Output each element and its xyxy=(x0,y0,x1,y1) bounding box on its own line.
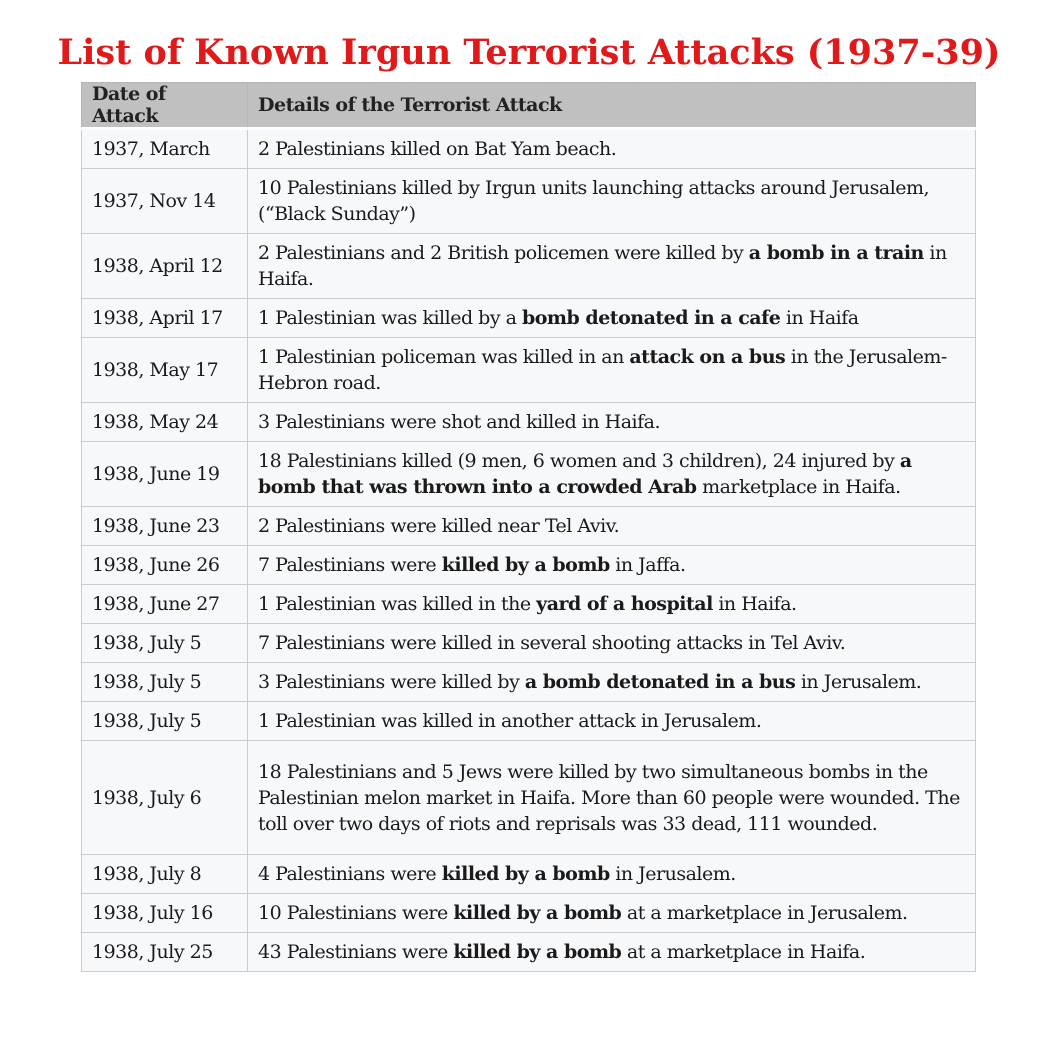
details-cell xyxy=(248,338,976,403)
date-cell: 1938, May 17 xyxy=(82,338,248,403)
details-text: marketplace in Haifa. xyxy=(696,476,901,498)
date-cell: 1938, June 19 xyxy=(82,442,248,507)
date-cell: 1938, April 12 xyxy=(82,234,248,299)
date-cell: 1938, May 24 xyxy=(82,403,248,442)
details-text: 10 Palestinians killed by Irgun units launching attacks around Jerusalem, (“Black Sunday”) xyxy=(258,177,930,225)
table-row xyxy=(82,299,976,338)
details-cell xyxy=(248,129,976,169)
details-emphasis: killed by a bomb xyxy=(441,863,610,885)
details-emphasis: yard of a hospital xyxy=(536,593,713,615)
details-emphasis: bomb detonated in a cafe xyxy=(521,307,781,329)
table-row xyxy=(82,234,976,299)
attacks-table xyxy=(81,82,976,972)
details-text: 18 Palestinians killed (9 men, 6 women and 3 children), 24 injured by xyxy=(258,450,900,472)
details-text: 2 Palestinians were killed near Tel Aviv. xyxy=(258,515,620,537)
page-title: List of Known Irgun Terrorist Attacks (1937-39) xyxy=(57,32,1001,73)
table-row xyxy=(82,403,976,442)
details-emphasis: a bomb that was thrown into a crowded Arab xyxy=(258,450,912,498)
details-text: in the Jerusalem-Hebron road. xyxy=(258,346,947,394)
date-cell: 1938, June 26 xyxy=(82,546,248,585)
table-row xyxy=(82,129,976,169)
date-cell: 1938, July 5 xyxy=(82,663,248,702)
date-cell: 1937, March xyxy=(82,129,248,169)
details-cell xyxy=(248,624,976,663)
table-body xyxy=(82,129,976,972)
details-text: at a marketplace in Jerusalem. xyxy=(621,902,908,924)
details-cell xyxy=(248,702,976,741)
details-text: 10 Palestinians were xyxy=(258,902,454,924)
details-text: 1 Palestinian was killed by a xyxy=(258,307,522,329)
details-text: 1 Palestinian was killed in another attack in Jerusalem. xyxy=(258,710,762,732)
date-cell: 1938, July 5 xyxy=(82,624,248,663)
date-cell: 1938, July 25 xyxy=(82,933,248,972)
table-row xyxy=(82,546,976,585)
details-cell xyxy=(248,546,976,585)
date-cell: 1938, July 16 xyxy=(82,894,248,933)
details-emphasis: a bomb in a train xyxy=(748,242,924,264)
details-cell xyxy=(248,234,976,299)
details-text: in Haifa. xyxy=(712,593,797,615)
details-text: in Jerusalem. xyxy=(609,863,736,885)
details-cell xyxy=(248,663,976,702)
details-text: 2 Palestinians and 2 British policemen were killed by xyxy=(258,242,749,264)
details-text: 1 Palestinian policeman was killed in an xyxy=(258,346,630,368)
date-cell: 1938, July 6 xyxy=(82,741,248,855)
table-row xyxy=(82,702,976,741)
details-emphasis: killed by a bomb xyxy=(453,902,622,924)
details-text: in Haifa. xyxy=(258,242,947,290)
details-emphasis: a bomb detonated in a bus xyxy=(524,671,796,693)
table-row xyxy=(82,894,976,933)
details-cell xyxy=(248,169,976,234)
date-cell: 1937, Nov 14 xyxy=(82,169,248,234)
details-cell xyxy=(248,442,976,507)
table-row xyxy=(82,169,976,234)
details-cell xyxy=(248,933,976,972)
date-cell: 1938, April 17 xyxy=(82,299,248,338)
date-cell: 1938, June 23 xyxy=(82,507,248,546)
table-row xyxy=(82,663,976,702)
table-row xyxy=(82,933,976,972)
details-text: at a marketplace in Haifa. xyxy=(621,941,866,963)
table-row xyxy=(82,855,976,894)
table-row xyxy=(82,585,976,624)
details-text: in Jaffa. xyxy=(609,554,686,576)
table-row xyxy=(82,338,976,403)
details-text: 7 Palestinians were xyxy=(258,554,442,576)
table-row xyxy=(82,624,976,663)
date-column-header: Date of Attack xyxy=(82,83,248,129)
details-text: in Haifa xyxy=(780,307,859,329)
details-text: 1 Palestinian was killed in the xyxy=(258,593,537,615)
details-text: 18 Palestinians and 5 Jews were killed by two simultaneous bombs in the Palestinian melon market in Haifa. More than 60 people were wounded. The toll over two days of riots and reprisals was 33 dead, 111 wounded. xyxy=(258,760,960,835)
details-cell xyxy=(248,299,976,338)
details-cell xyxy=(248,855,976,894)
details-text: 3 Palestinians were shot and killed in Haifa. xyxy=(258,411,660,433)
details-emphasis: killed by a bomb xyxy=(453,941,622,963)
details-text: 3 Palestinians were killed by xyxy=(258,671,525,693)
table-row xyxy=(82,507,976,546)
details-text: 4 Palestinians were xyxy=(258,863,442,885)
details-cell xyxy=(248,403,976,442)
details-text: 2 Palestinians killed on Bat Yam beach. xyxy=(258,138,617,160)
details-emphasis: attack on a bus xyxy=(629,346,786,368)
details-text: 7 Palestinians were killed in several shooting attacks in Tel Aviv. xyxy=(258,632,846,654)
details-cell xyxy=(248,894,976,933)
details-text: 43 Palestinians were xyxy=(258,941,454,963)
details-cell xyxy=(248,585,976,624)
details-column-header: Details of the Terrorist Attack xyxy=(248,83,976,129)
details-emphasis: killed by a bomb xyxy=(441,554,610,576)
details-cell xyxy=(248,741,976,855)
date-cell: 1938, July 5 xyxy=(82,702,248,741)
table-row xyxy=(82,741,976,855)
date-cell: 1938, July 8 xyxy=(82,855,248,894)
details-text: in Jerusalem. xyxy=(795,671,922,693)
table-header-row xyxy=(82,83,976,129)
table-row xyxy=(82,442,976,507)
date-cell: 1938, June 27 xyxy=(82,585,248,624)
details-cell xyxy=(248,507,976,546)
